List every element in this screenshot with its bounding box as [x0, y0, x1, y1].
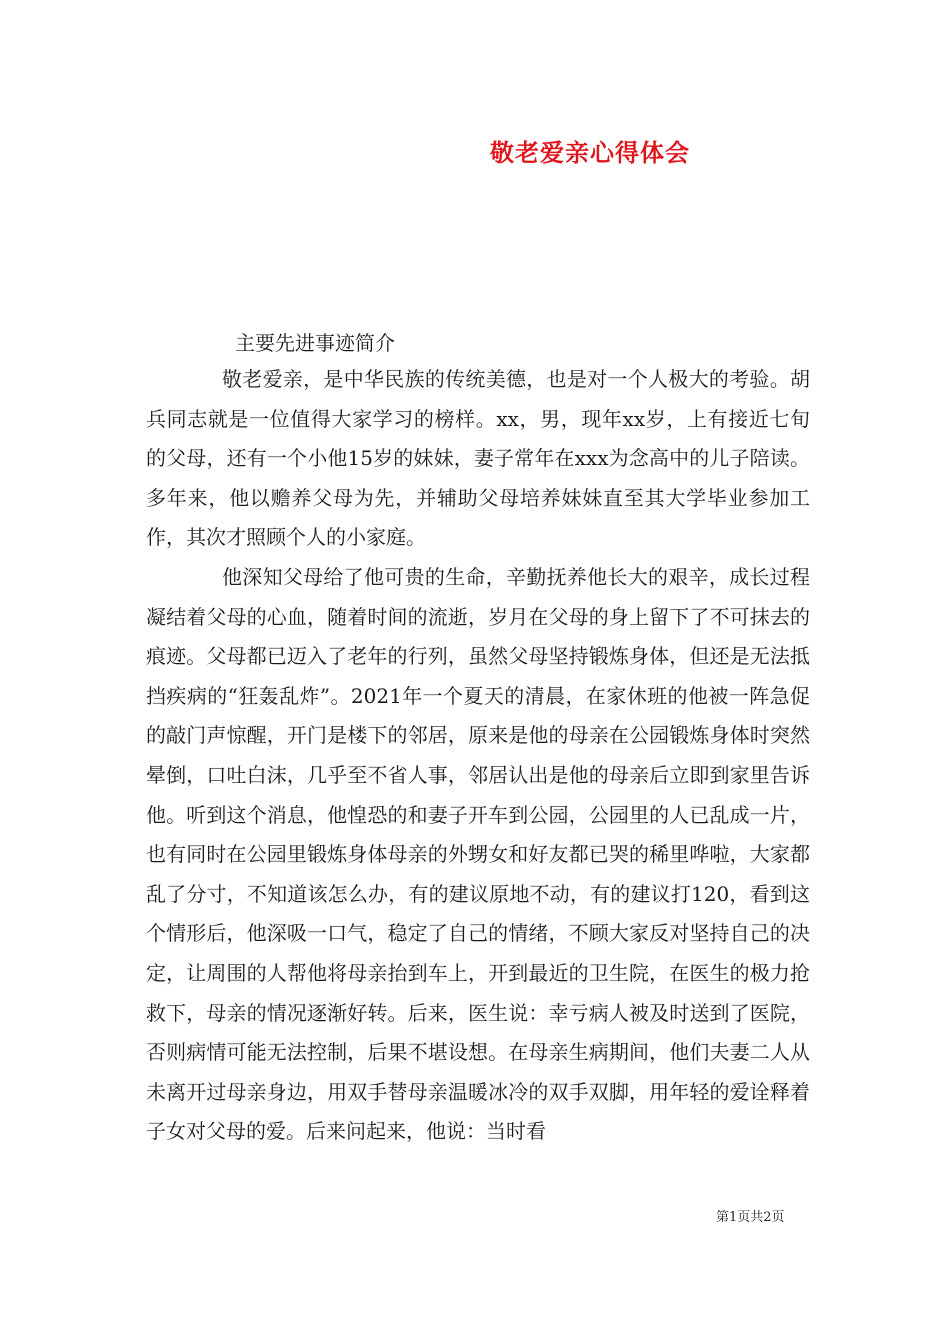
- document-title: 敬老爱亲心得体会: [490, 138, 690, 167]
- section-heading: 主要先进事迹简介: [235, 331, 395, 355]
- paragraph-2: 他深知父母给了他可贵的生命，辛勤抚养他长大的艰辛，成长过程凝结着父母的心血，随着时间的流逝，岁月在父母的身上留下了不可抹去的痕迹。父母都已迈入了老年的行列，虽然父母坚持锻炼身体，但还是无法抵挡疾病的“狂轰乱炸”。2021年一个夏天的清晨，在家休班的他被一阵急促的敲门声惊醒，开门是楼下的邻居，原来是他的母亲在公园锻炼身体时突然晕倒，口吐白沫，几乎至不省人事，邻居认出是他的母亲后立即到家里告诉他。听到这个消息，他惶恐的和妻子开车到公园，公园里的人已乱成一片，也有同时在公园里锻炼身体母亲的外甥女和好友都已哭的稀里哗啦，大家都乱了分寸，不知道该怎么办，有的建议原地不动，有的建议打120，看到这个情形后，他深吸一口气，稳定了自己的情绪，不顾大家反对坚持自己的决定，让周围的人帮他将母亲抬到车上，开到最近的卫生院，在医生的极力抢救下，母亲的情况逐渐好转。后来，医生说：幸亏病人被及时送到了医院，否则病情可能无法控制，后果不堪设想。在母亲生病期间，他们夫妻二人从未离开过母亲身边，用双手替母亲温暖冰冷的双手双脚，用年轻的爱诠释着子女对父母的爱。后来问起来，他说：当时看: [146, 564, 810, 1144]
- document-body: [146, 326, 810, 1152]
- paragraph-1: 敬老爱亲，是中华民族的传统美德，也是对一个人极大的考验。胡兵同志就是一位值得大家学习的榜样。xx，男，现年xx岁，上有接近七旬的父母，还有一个小他15岁的妹妹，妻子常年在xxx为念高中的儿子陪读。多年来，他以赡养父母为先，并辅助父母培养妹妹直至其大学毕业参加工作，其次才照顾个人的小家庭。: [146, 367, 810, 550]
- page-number: 第1页共2页: [716, 1210, 785, 1225]
